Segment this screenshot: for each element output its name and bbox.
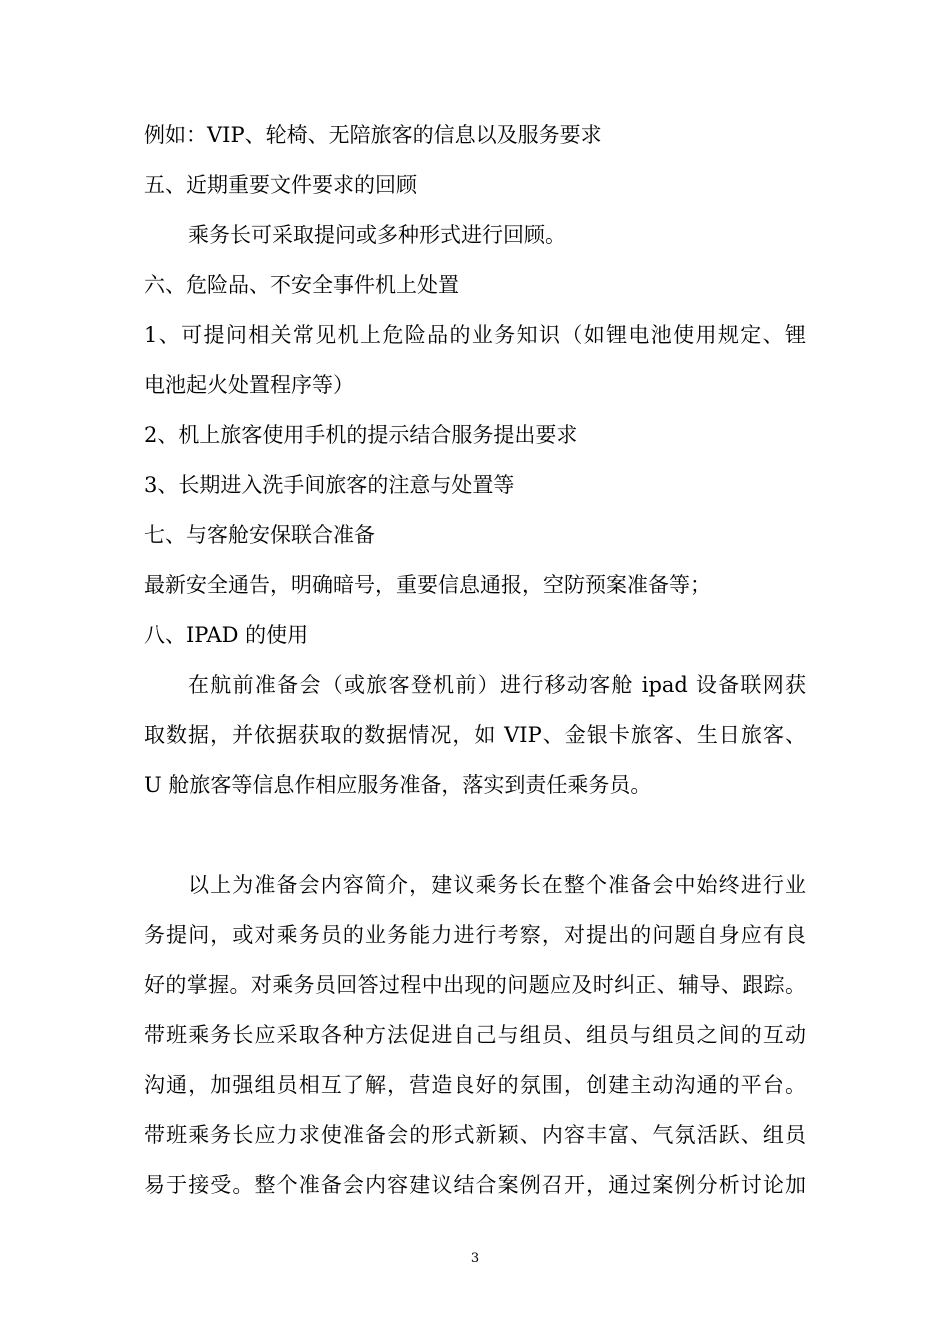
text-line-review: 乘务长可采取提问或多种形式进行回顾。: [188, 223, 566, 247]
paragraph-summary-line-1: 以上为准备会内容简介，建议乘务长在整个准备会中始终进行业: [188, 873, 806, 897]
paragraph-summary-line-5: 沟通，加强组员相互了解，营造良好的氛围，创建主动沟通的平台。: [144, 1073, 806, 1097]
heading-section-7: 七、与客舱安保联合准备: [144, 523, 375, 547]
paragraph-ipad-line-1: 在航前准备会（或旅客登机前）进行移动客舱 ipad 设备联网获: [188, 673, 806, 697]
list-item-1-line-2: 电池起火处置程序等）: [144, 373, 354, 397]
text-line-example: 例如：VIP、轮椅、无陪旅客的信息以及服务要求: [144, 123, 602, 147]
heading-section-5: 五、近期重要文件要求的回顾: [144, 173, 417, 197]
paragraph-summary-line-6: 带班乘务长应力求使准备会的形式新颖、内容丰富、气氛活跃、组员: [144, 1123, 806, 1147]
list-item-1-line-1: 1、可提问相关常见机上危险品的业务知识（如锂电池使用规定、锂: [144, 323, 806, 347]
paragraph-summary-line-3: 好的掌握。对乘务员回答过程中出现的问题应及时纠正、辅导、跟踪。: [144, 973, 806, 997]
paragraph-ipad-line-3: U 舱旅客等信息作相应服务准备，落实到责任乘务员。: [144, 773, 652, 797]
list-item-2: 2、机上旅客使用手机的提示结合服务提出要求: [144, 423, 578, 447]
paragraph-summary-line-7: 易于接受。整个准备会内容建议结合案例召开，通过案例分析讨论加: [144, 1173, 806, 1197]
heading-section-6: 六、危险品、不安全事件机上处置: [144, 273, 459, 297]
heading-section-8: 八、IPAD 的使用: [144, 623, 309, 647]
text-line-security: 最新安全通告，明确暗号，重要信息通报，空防预案准备等；: [144, 573, 711, 597]
paragraph-summary-line-4: 带班乘务长应采取各种方法促进自己与组员、组员与组员之间的互动: [144, 1023, 806, 1047]
list-item-3: 3、长期进入洗手间旅客的注意与处置等: [144, 473, 515, 497]
page-number: 3: [470, 1251, 480, 1266]
paragraph-ipad-line-2: 取数据，并依据获取的数据情况，如 VIP、金银卡旅客、生日旅客、: [144, 723, 806, 747]
paragraph-summary-line-2: 务提问，或对乘务员的业务能力进行考察，对提出的问题自身应有良: [144, 923, 806, 947]
